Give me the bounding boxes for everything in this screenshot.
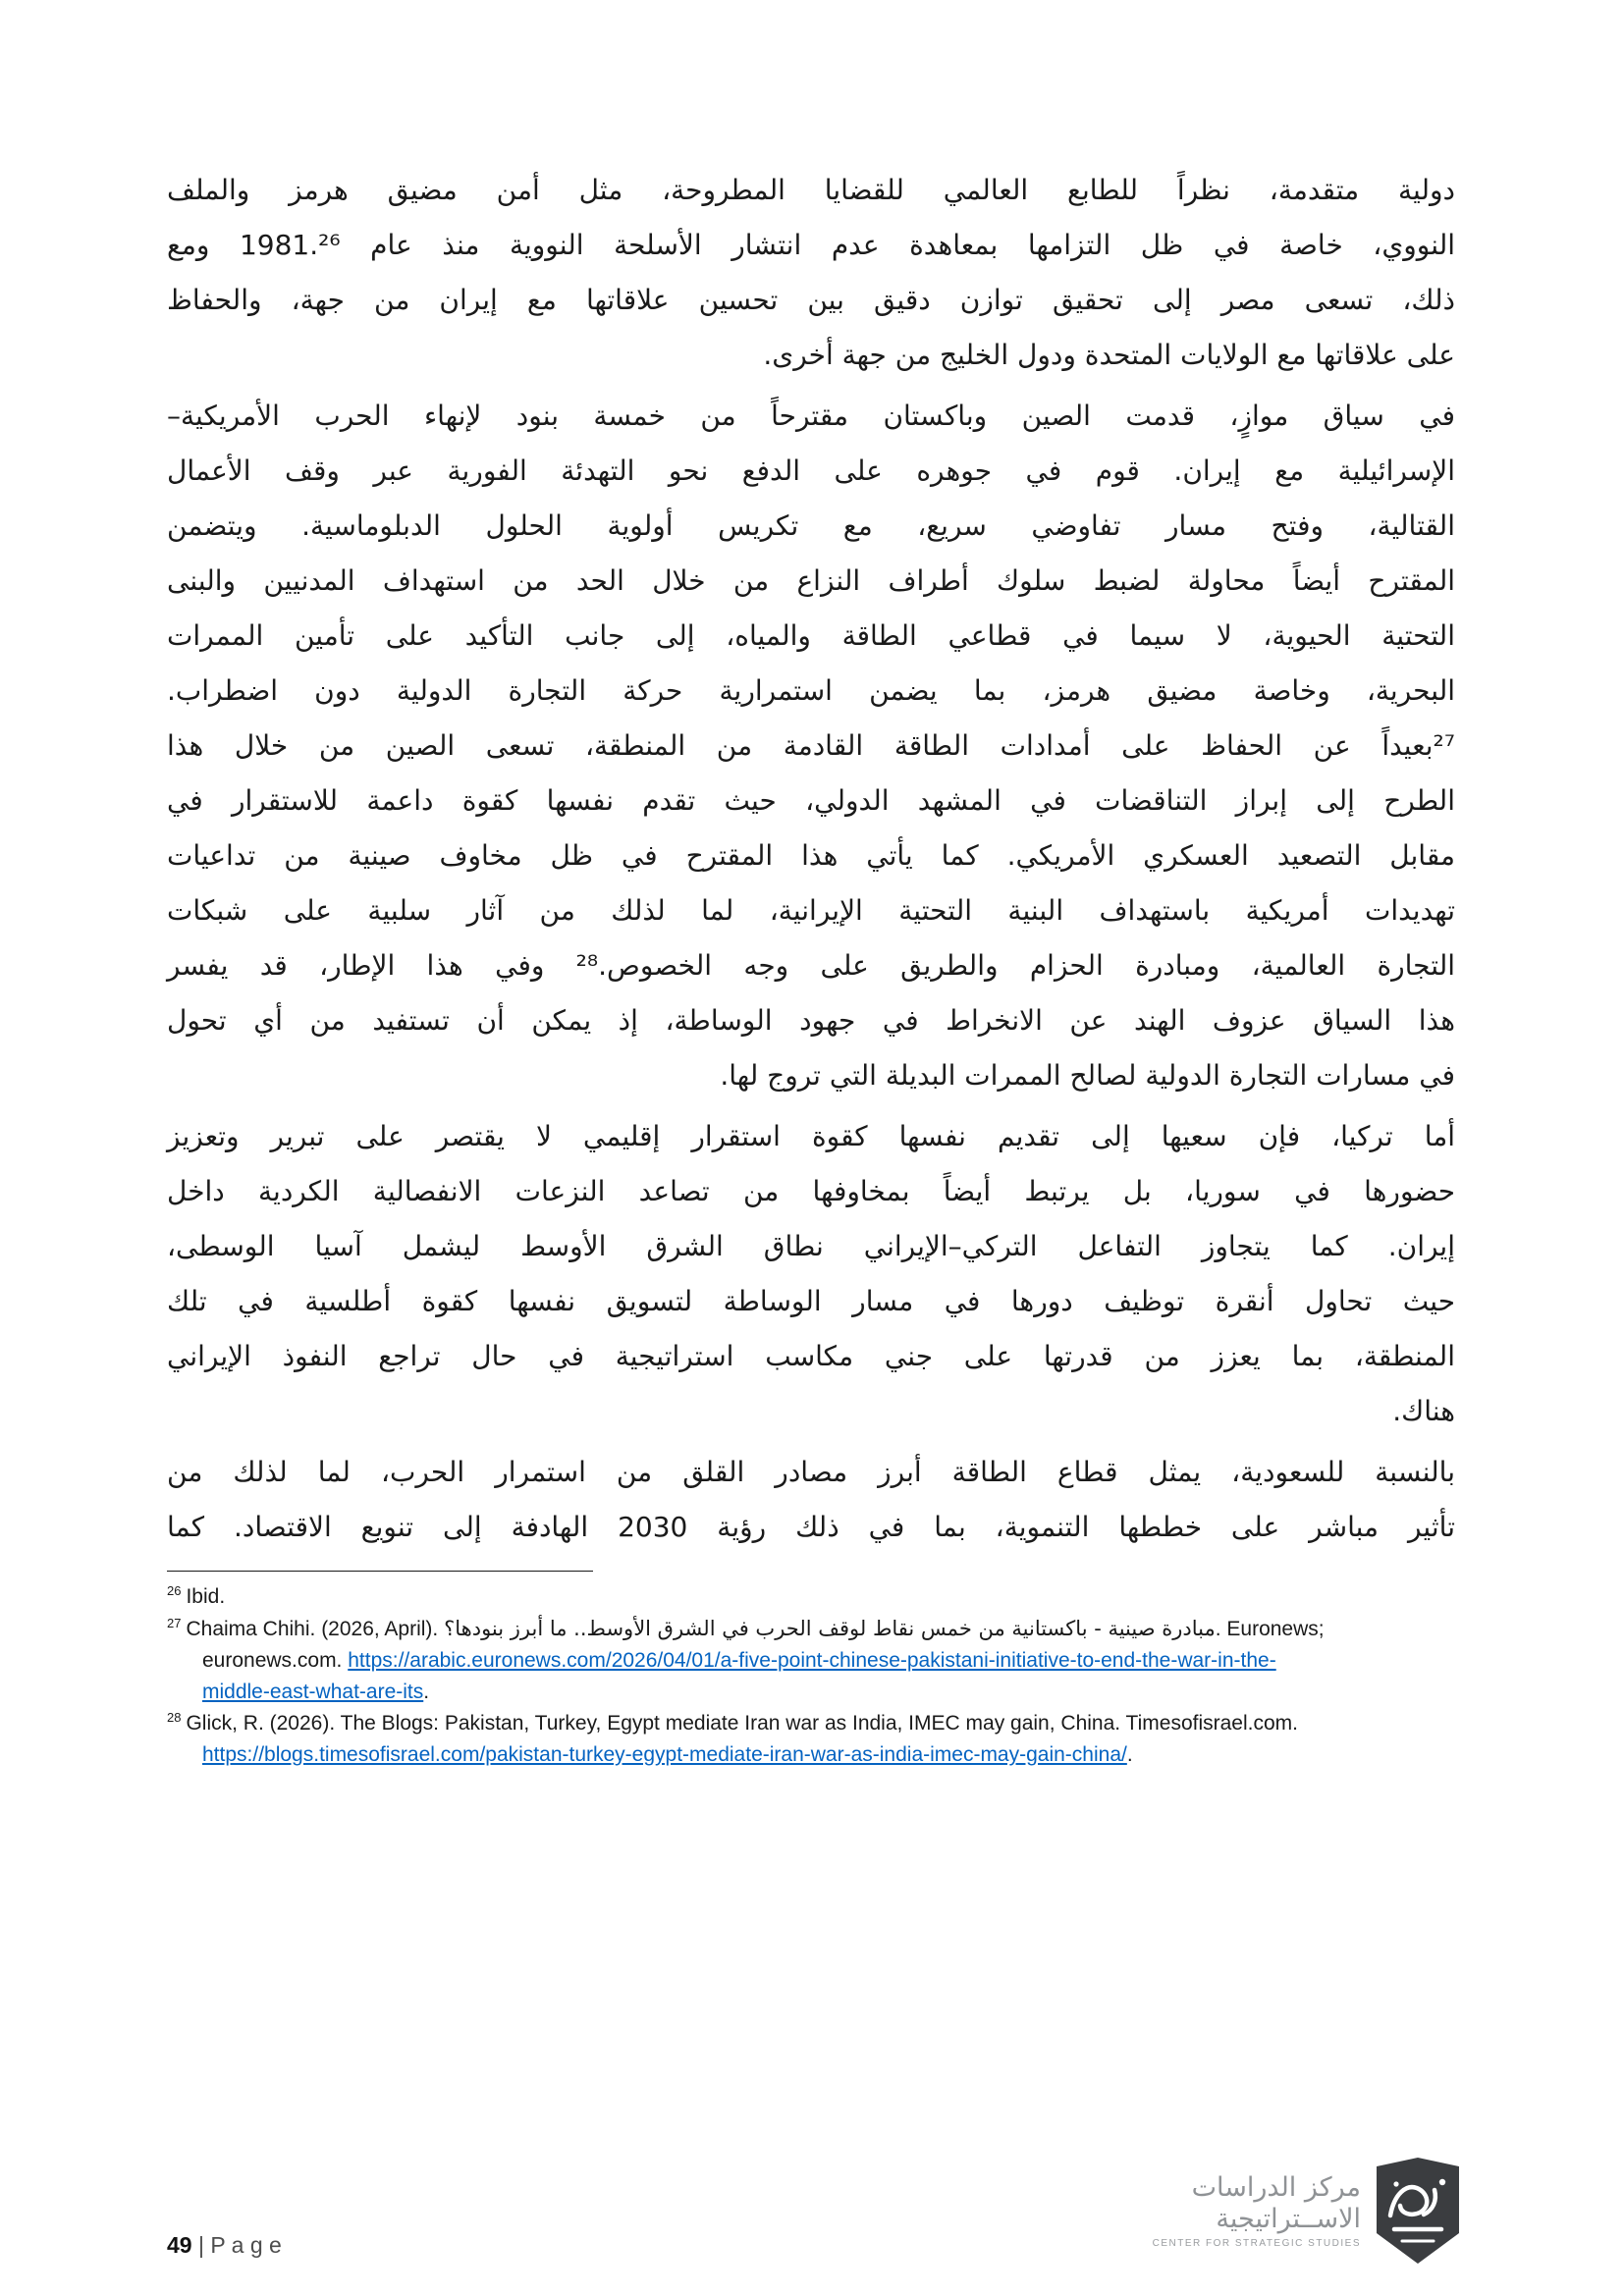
paragraph <box>167 1109 1455 1439</box>
body-line: القتالية، وفتح مسار تفاوضي سريع، مع تكريس أولوية الحلول الدبلوماسية. ويتضمن <box>167 509 1455 542</box>
body-line: ذلك، تسعى مصر إلى تحقيق توازن دقيق بين تحسين علاقاتها مع إيران من جهة، والحفاظ <box>167 284 1455 316</box>
body-line: التجارة العالمية، ومبادرة الحزام والطريق على وجه الخصوص.²⁸ وفي هذا الإطار، قد يفسر <box>167 949 1456 982</box>
body-line: بالنسبة للسعودية، يمثل قطاع الطاقة أبرز مصادر القلق من استمرار الحرب، لما لذلك من <box>167 1456 1455 1488</box>
footnote-27-after-title: . <box>1215 1618 1227 1640</box>
body-line: ²⁷بعيداً عن الحفاظ على أمدادات الطاقة القادمة من المنطقة، تسعى الصين من خلال هذا <box>167 729 1455 762</box>
footnote-27-link[interactable]: https://arabic.euronews.com/2026/04/01/a-five-point-chinese-pakistani-initiative-to-end-the-war-in-the-middle-east-what-are-its <box>202 1649 1276 1703</box>
footnote-26-marker: 26 <box>167 1583 182 1598</box>
footnote-28 <box>167 1708 1326 1771</box>
footnote-separator <box>167 1571 593 1572</box>
body-line: الإسرائيلية مع إيران. قوم في جوهره على الدفع نحو التهدئة الفورية عبر وقف الأعمال <box>167 454 1455 487</box>
body-line: هناك. <box>1392 1395 1455 1427</box>
footnote-26 <box>167 1581 1326 1613</box>
page-label: P a g e <box>210 2232 282 2258</box>
footnote-28-marker: 28 <box>167 1710 182 1725</box>
footnote-27 <box>167 1613 1326 1708</box>
logo-shield-icon <box>1373 2155 1463 2267</box>
body-line: حيث تحاول أنقرة توظيف دورها في مسار الوساطة لتسويق نفسها كقوة أطلسية في تلك <box>167 1285 1455 1317</box>
page-content <box>167 163 1455 1771</box>
body-line: التحتية الحيوية، لا سيما في قطاعي الطاقة والمياه، إلى جانب التأكيد على تأمين الممرات <box>167 619 1455 652</box>
footnote-26-text: Ibid. <box>186 1585 226 1608</box>
body-line: الطرح إلى إبراز التناقضات في المشهد الدولي، حيث تقدم نفسها كقوة داعمة للاستقرار في <box>167 784 1455 817</box>
footnotes-section <box>167 1581 1326 1771</box>
body-line: المنطقة، بما يعزز من قدرتها على جني مكاسب استراتيجية في حال تراجع النفوذ الإيراني <box>167 1340 1455 1372</box>
footnote-27-author: Chaima Chihi. (2026, April). <box>186 1618 445 1640</box>
footnote-27-marker: 27 <box>167 1616 182 1630</box>
body-line: هذا السياق عزوف الهند عن الانخراط في جهود الوساطة، إذ يمكن أن تستفيد من أي تحول <box>167 1004 1455 1037</box>
paragraph <box>167 163 1455 383</box>
body-line: إيران. كما يتجاوز التفاعل التركي–الإيراني نطاق الشرق الأوسط ليشمل آسيا الوسطى، <box>167 1230 1455 1262</box>
body-line: في مسارات التجارة الدولية لصالح الممرات البديلة التي تروج لها. <box>720 1059 1455 1092</box>
footnote-28-link[interactable]: https://blogs.timesofisrael.com/pakistan-turkey-egypt-mediate-iran-war-as-india-imec-may-gain-china/ <box>202 1743 1127 1766</box>
paragraph <box>167 389 1455 1103</box>
paragraph <box>167 1445 1455 1555</box>
org-logo <box>1153 2155 1463 2267</box>
page-number <box>167 2232 282 2259</box>
body-line: دولية متقدمة، نظراً للطابع العالمي للقضايا المطروحة، مثل أمن مضيق هرمز والملف <box>167 174 1455 206</box>
logo-subtitle: CENTER FOR STRATEGIC STUDIES <box>1152 2238 1361 2249</box>
body-line: تهديدات أمريكية باستهداف البنية التحتية الإيرانية، لما لذلك من آثار سلبية على شبكات <box>167 894 1455 927</box>
body-line: أما تركيا، فإن سعيها إلى تقديم نفسها كقوة استقرار إقليمي لا يقتصر على تبرير وتعزيز <box>167 1120 1455 1152</box>
logo-text <box>1153 2172 1361 2249</box>
body-line: تأثير مباشر على خططها التنموية، بما في ذلك رؤية 2030 الهادفة إلى تنويع الاقتصاد. كما <box>167 1511 1455 1543</box>
footnote-27-period: . <box>423 1681 430 1703</box>
body-line: النووي، خاصة في ظل التزامها بمعاهدة عدم انتشار الأسلحة النووية منذ عام 1981.²⁶ ومع <box>167 229 1456 261</box>
body-line: مقابل التصعيد العسكري الأمريكي. كما يأتي هذا المقترح في ظل مخاوف صينية من تداعيات <box>167 839 1455 872</box>
body-line: البحرية، وخاصة مضيق هرمز، بما يضمن استمرارية حركة التجارة الدولية دون اضطراب. <box>167 674 1455 707</box>
footnote-27-source: Euronews; euronews.com. <box>202 1618 1325 1672</box>
page-number-divider: | <box>191 2232 211 2258</box>
footnote-27-arabic-title: مبادرة صينية - باكستانية من خمس نقاط لوقف الحرب في الشرق الأوسط.. ما أبرز بنودها؟ <box>444 1617 1216 1640</box>
page-number-value: 49 <box>167 2232 192 2258</box>
footnote-28-text: Glick, R. (2026). The Blogs: Pakistan, Turkey, Egypt mediate Iran war as India, IMEC may gain, China. Timesofisrael.com. <box>186 1712 1298 1735</box>
body-text <box>167 163 1455 1555</box>
logo-title-line1: مركز الدراسات <box>1191 2172 1361 2203</box>
body-line: المقترح أيضاً محاولة لضبط سلوك أطراف النزاع من خلال الحد من استهداف المدنيين والبنى <box>167 564 1455 597</box>
body-line: في سياق موازٍ، قدمت الصين وباكستان مقترحاً من خمسة بنود لإنهاء الحرب الأمريكية– <box>167 400 1455 432</box>
footnote-28-period: . <box>1126 1743 1133 1766</box>
body-line: على علاقاتها مع الولايات المتحدة ودول الخليج من جهة أخرى. <box>763 339 1455 371</box>
body-line: حضورها في سوريا، بل يرتبط أيضاً بمخاوفها من تصاعد النزعات الانفصالية الكردية داخل <box>167 1175 1455 1207</box>
logo-title-line2: الاســتراتيجية <box>1216 2204 1361 2234</box>
